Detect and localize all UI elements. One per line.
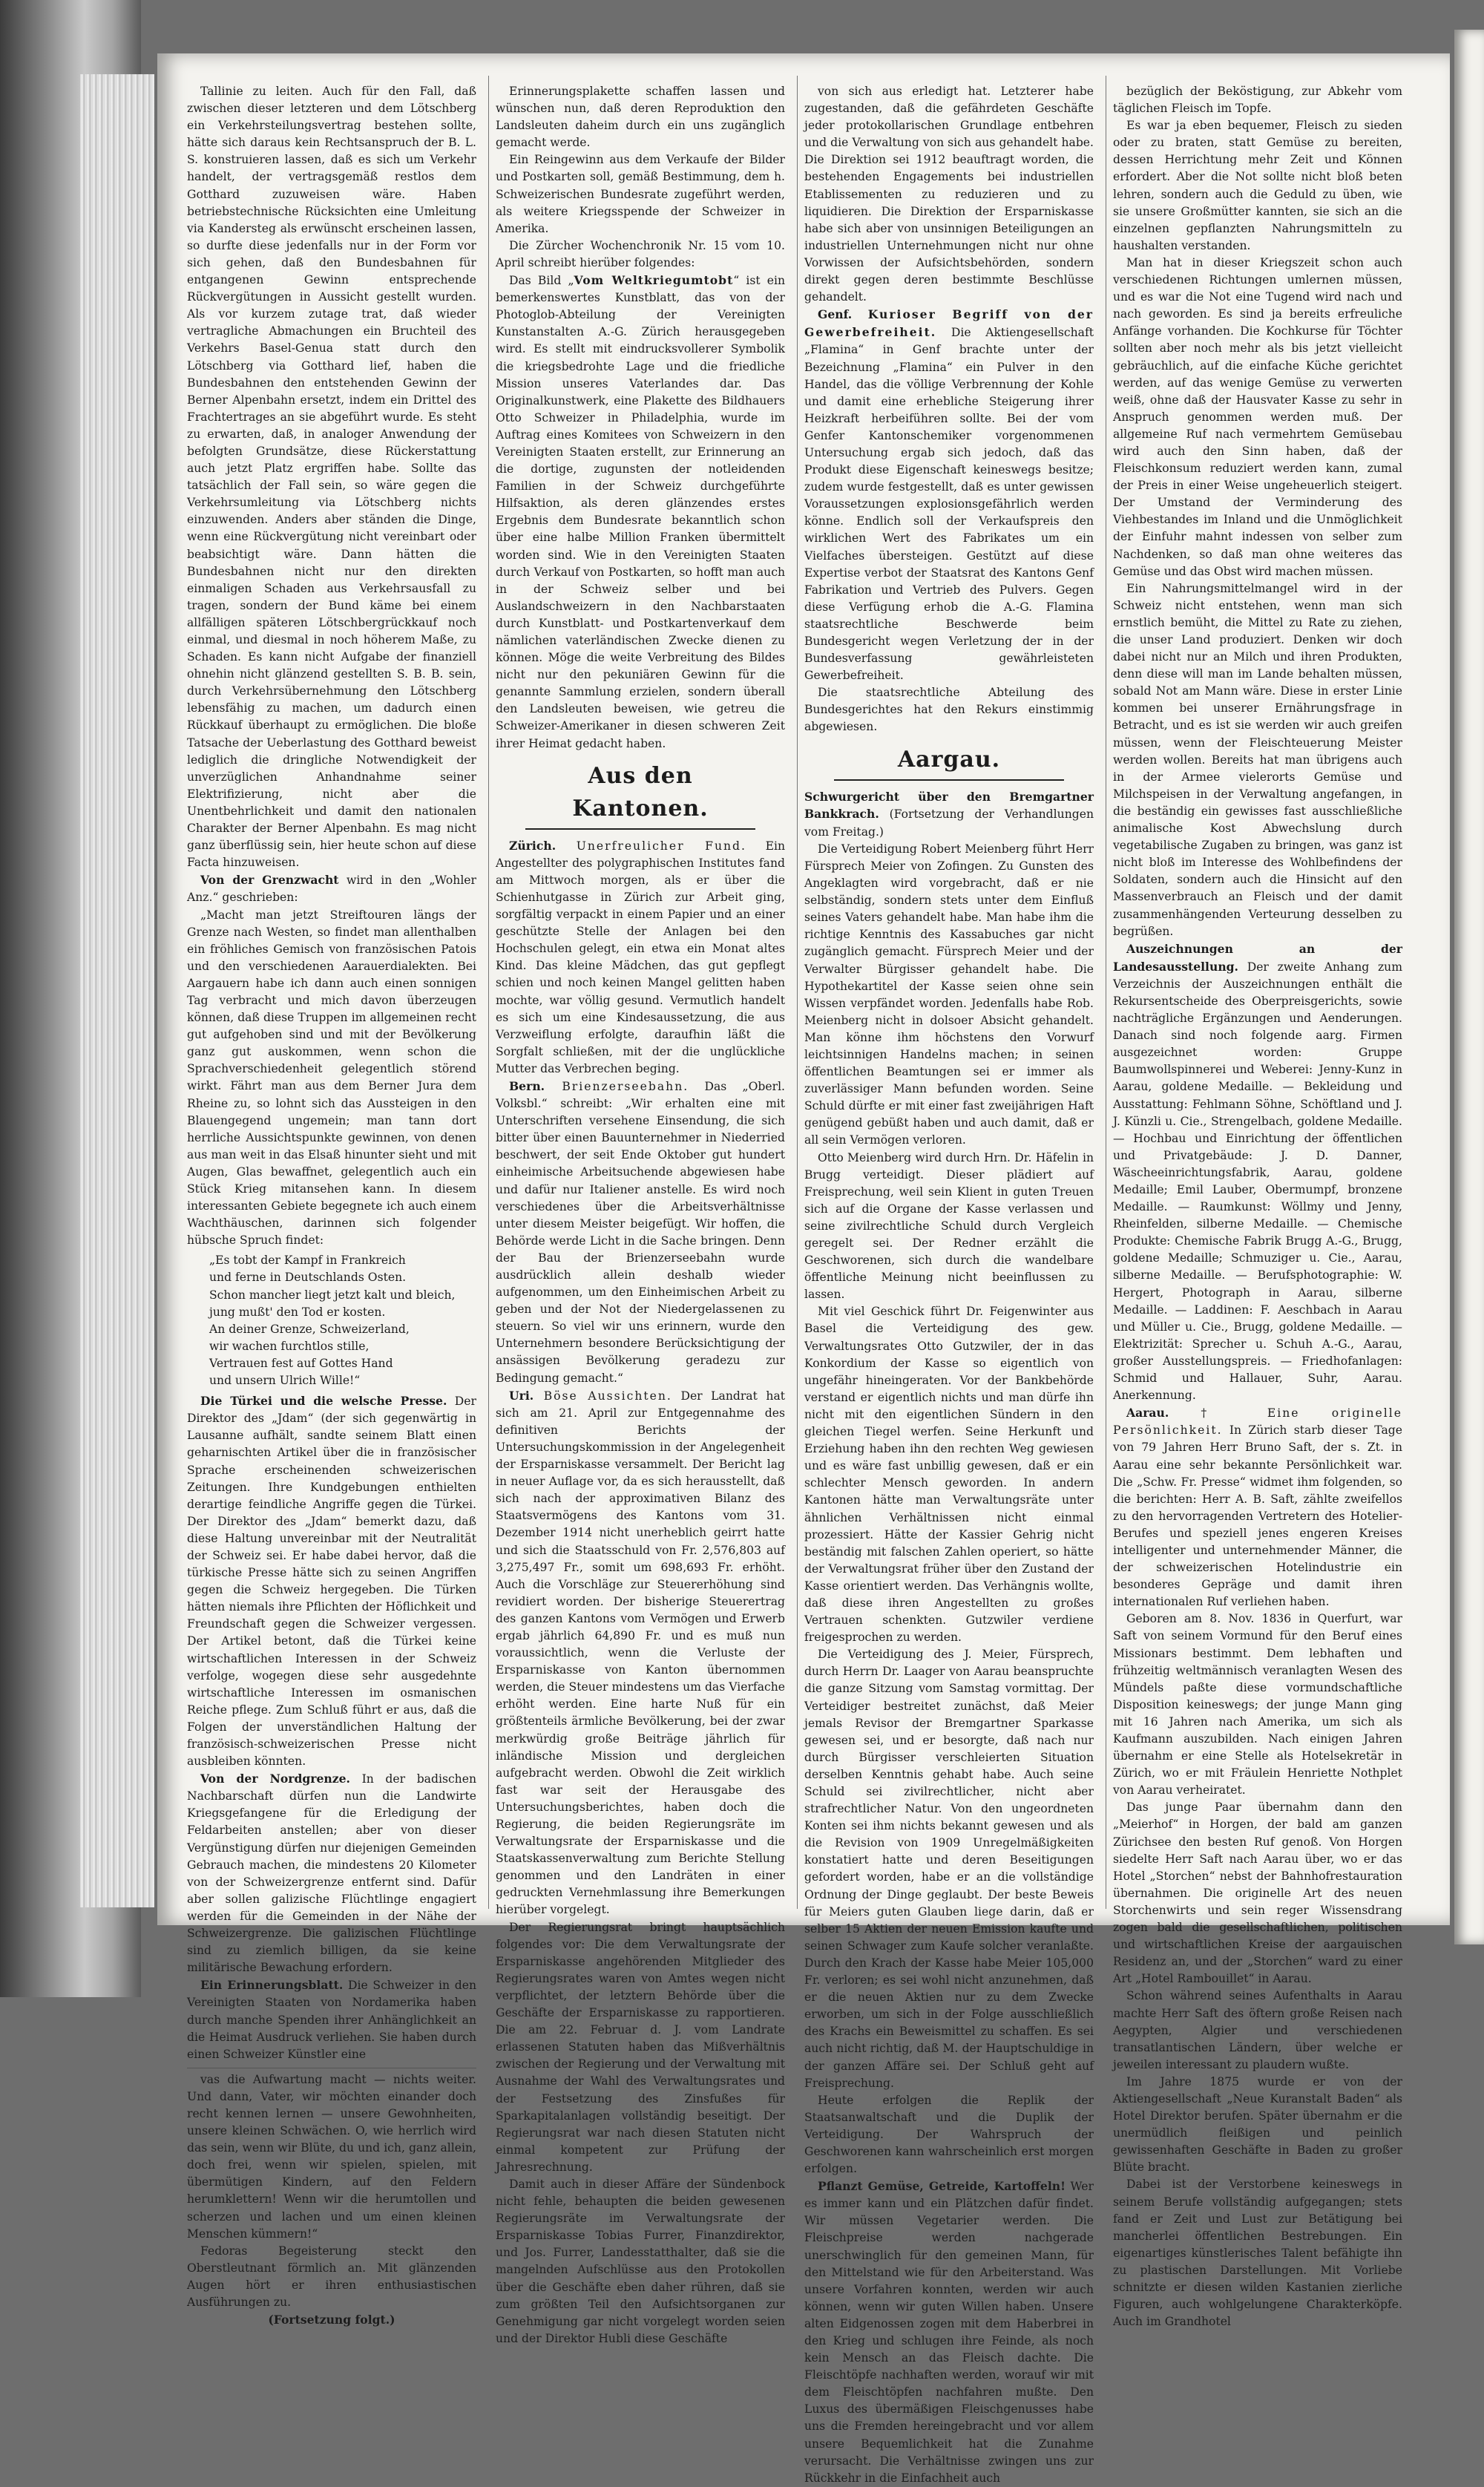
article-subheading — [804, 788, 1094, 841]
article-text: Das junge Paar übernahm dann den „Meierhof“ in Horgen, der bald am ganzen Zürichsee den besten Ruf genoß. Von Horgen siedelte Herr Saft nach Aarau über, wo er das Hotel „Storchen“ nebst der Bahnhofrestauration übernahmen. Die originelle Art des neuen Storchenwirts und sein reger Wissensdrang zogen bald die gesellschaftlichen, politischen und wirtschaftlichen Kreise der aargauischen Residenz an, und der „Storchen“ ward zu einer Art „Hotel Rambouillet“ in Aarau. — [1113, 1800, 1402, 1986]
article-text: Wer es immer kann und ein Plätzchen dafür findet. Wir müssen Vegetarier werden. Die Fleischpreise werden nachgerade unerschwinglich für den gemeinen Mann, für den Mittelstand wie für den Arbeiterstand. Was unsere Vorfahren konnten, werden wir auch können, wenn wir guten Willen haben. Unsere alten Eidgenossen zogen mit dem Haberbrei in den Krieg und schlugen ihre Feinde, als noch kein Mensch an das Fleisch dachte. Die Fleischtöpfe nachhaften werden, worauf wir mit dem Fleischtöpfen nachfahren mußte. Den Luxus des übermäßigen Fleischgenusses habe uns die Fremden hereingebracht und vor allem unsere Bequemlichkeit hat die Zunahme verursacht. Die Verhältnisse zwingen uns zur Rückkehr in die Einfachheit auch — [804, 2180, 1094, 2485]
article-text: Erinnerungsplakette schaffen lassen und wünschen nun, daß deren Reproduktion den Landsleuten daheim durch ein uns zugänglich gemacht werde. — [496, 85, 785, 150]
subheading-note: (Fortsetzung der Verhandlungen vom Freitag.) — [804, 807, 1094, 839]
article-paragraph — [187, 1392, 476, 1770]
article-text: Die staatsrechtliche Abteilung des Bundesgerichtes hat den Rekurs einstimmig abgewiesen. — [804, 686, 1094, 734]
verse-line: und ferne in Deutschlands Osten. — [209, 1271, 407, 1285]
article-text: Im Jahre 1875 wurde er von der Aktiengesellschaft „Neue Kuranstalt Baden“ als Hotel Direktor berufen. Später übernahm er die unermüdlich fleißigen und peinlich gewissenhaften Geschäfte in Baden zu großer Blüte bracht. — [1113, 2074, 1402, 2175]
article-paragraph — [187, 1770, 476, 1976]
column-2 — [496, 83, 786, 2345]
headline-grenzwacht: Von der Grenzwacht — [200, 873, 339, 888]
subheading-fund: Unerfreulicher Fund. — [556, 839, 746, 853]
section-heading-aargau: Aargau. — [834, 744, 1064, 781]
article-text: Tallinie zu leiten. Auch für den Fall, daß zwischen dieser letzteren und dem Lötschberg ein Verkehrsteilungsvertrag bestehen sollte, hätte sich daraus kein Rechtsanspruch der B. L. S. konstruieren lassen, daß es sich um Verkehr handelt, der vertragsgemäß restlos dem Gotthard zuzuweisen wäre. Haben betriebstechnische Rücksichten eine Umleitung via Kandersteg als erwünscht erscheinen lassen, so durfte diese jedenfalls nur in der Form vor sich gehen, daß den Bundesbahnen für entgangenen Gewinn entsprechende Rückvergütungen in Aussicht gestellt wurden. Als vor kurzem zutage trat, daß wieder vertragliche Abmachungen ein Bruchteil des Verkehrs Basel-Genua statt durch den Lötschberg via Gotthard lief, haben die Bundesbahnen den entstehenden Gewinn der Berner Alpenbahn ersetzt, indem ein Drittel des Frachtertrages an sie abgeführt wurde. Es steht zu erwarten, daß, in analoger Anwendung der befolgten Grundsätze, diese Rückerstattung auch jetzt Platz ergriffen habe. Sollte das tatsächlich der Fall sein, so wäre gegen die Verkehrsumleitung via Lötschberg nichts einzuwenden. Anders aber ständen die Dinge, wenn eine Rückvergütung nicht vereinbart oder beabsichtigt wäre. Dann hätten die Bundesbahnen nicht nur den direkten einmaligen Schaden aus Verkehrsausfall zu tragen, sondern der Bund käme bei einem allfälligen späteren Lötschbergrückkauf noch einmal, und diesmal in noch höherem Maße, zu Schaden. Es kann nicht Aufgabe der finanziell ohnehin nicht glänzend gestellten S. B. B. sein, durch Verkehrsübernehmung den Lötschberg lebensfähig zu machen, um dadurch einen Rückkauf überhaupt zu ermöglichen. Die bloße Tatsache der Ueberlastung des Gotthard beweist lediglich die dringliche Notwendigkeit der unverzüglichen Anhandnahme seiner Elektrifizierung, nicht aber die Unentbehrlichkeit und damit den nationalen Charakter der Berner Alpenbahn. Es mag nicht ganz überflüssig sein, hier heute schon auf diese Facta hinzuweisen. — [187, 85, 476, 870]
column-1 — [187, 83, 476, 2327]
article-text: In Zürich starb dieser Tage von 79 Jahren Herr Bruno Saft, der s. Zt. in Aarau eine sehr bekannte Persönlichkeit war. Die „Schw. Fr. Presse“ widmet ihm folgenden, so die berichten: Herr A. B. Saft, zählte zweifellos zu den hervorragenden Vertretern des Hotelier-Berufes und speziell jenes engeren Kreises intelligenter und unternehmender Männer, die der schweizerischen Hotelindustrie ein besonderes Gepräge und damit ihren internationalen Ruf verliehen haben. — [1113, 1423, 1402, 1609]
verse-block — [209, 1252, 476, 1389]
article-text: Die Aktiengesellschaft „Flamina“ in Genf brachte unter der Bezeichnung „Flamina“ ein Pulver in den Handel, das die völlige Verbrennung der Kohle und damit eine erhebliche Steigerung ihrer Heizkraft herbeiführen sollte. Bei der vom Genfer Kantonschemiker vorgenommenen Untersuchung ergab sich jedoch, daß das Produkt diese Eigenschaft keineswegs besitze; zudem wurde festgestellt, daß es unter gewissen Voraussetzungen explosionsgefährlich werden könne. Endlich soll der Verkaufspreis den wirklichen Wert des Fabrikates um ein Vielfaches übersteigen. Gestützt auf diese Expertise verbot der Staatsrat des Kantons Genf Fabrikation und Vertrieb des Pulvers. Gegen diese Verfügung erhob die A.-G. Flamina staatsrechtliche Beschwerde beim Bundesgericht wegen Verletzung der in der Bundesverfassung gewährleisteten Gewerbefreiheit. — [804, 326, 1094, 683]
dateline-zuerich: Zürich. — [509, 838, 556, 853]
column-rule — [488, 76, 489, 1909]
artwork-title: Vom Weltkriegumtobt — [574, 273, 734, 288]
feuilleton-text: Fedoras Begeisterung steckt den Oberstleutnant förmlich an. Mit glänzenden Augen hört er ihren enthusiastischen Ausführungen zu. — [187, 2244, 476, 2309]
facing-page-edge — [1454, 30, 1484, 1944]
subheading-aussichten: Böse Aussichten. — [533, 1389, 672, 1403]
article-text: Der Regierungsrat bringt hauptsächlich folgendes vor: Die dem Verwaltungsrate der Ersparniskasse angehörenden Mitglieder des Regierungsrates waren von Amtes wegen nicht verpflichtet, der letztern Behörde über die Geschäfte der Ersparniskasse zu rapportieren. Die am 22. Februar d. J. vom Landrate erlassenen Statuten haben das Mißverhältnis zwischen der Regierung und der Verwaltung mit Ausnahme der Wahl des Verwaltungsrates und der Festsetzung des Zinsfußes für Sparkapitalanlagen vollständig beseitigt. Der Regierungsrat war nach diesen Statuten nicht einmal kompetent zur Prüfung der Jahresrechnung. — [496, 1920, 785, 2174]
article-text: Geboren am 8. Nov. 1836 in Querfurt, war Saft von seinem Vormund für den Beruf eines Missionars bestimmt. Dem lebhaften und frühzeitig weltmännisch veranlagten Wesen des Mündels paßte diese vormundschaftliche Disposition keineswegs; der junge Mann ging mit 16 Jahren nach Amerika, um sich als Kaufmann auszubilden. Nach einigen Jahren übernahm er eine Stelle als Hotelsekretär in Zürich, wo er mit Fräulein Henriette Nothplet von Aarau verheiratet. — [1113, 1612, 1402, 1798]
article-text: Der zweite Anhang zum Verzeichnis der Auszeichnungen enthält die Rekursentscheide des Oberpreisgerichts, sowie nachträgliche Ergänzungen und Aenderungen. Danach sind noch folgende aarg. Firmen ausgezeichnet worden: Gruppe Baumwollspinnerei und Weberei: Jenny-Kunz in Aarau, goldene Medaille. — Bekleidung und Ausstattung: Fehlmann Söhne, Schöftland und J. J. Künzli u. Cie., Strengelbach, goldene Medaille. — Hochbau und Einrichtung der öffentlichen und Privatgebäude: J. D. Danner, Wäscheeinrichtungsfabrik, Aarau, goldene Medaille; Emil Lauber, Obermumpf, bronzene Medaille. — Raumkunst: Wöllmy und Jenny, Rheinfelden, silberne Medaille. — Chemische Produkte: Chemische Fabrik Brugg A.-G., Brugg, goldene Medaille; Schmuziger u. Cie., Aarau, silberne Medaille. — Berufsphotographie: W. Hergert, Photograph in Aarau, silberne Medaille. — Laddinen: F. Aeschbach in Aarau und Müller u. Cie., Brugg, goldene Medaille. — Elektrizität: Sprecher u. Schuh A.-G., Aarau, großer Ausstellungspreis. — Friedhofanlagen: Schmid und Hallauer, Suhr, Aarau. Anerkennung. — [1113, 960, 1402, 1403]
feuilleton-text: vas die Aufwartung macht — nichts weiter. Und dann, Vater, wir möchten einander doch recht kennen lernen — unsere Gewohnheiten, unsere kleinen Schwächen. O, wie herrlich wird das sein, wenn wir Blüte, du und ich, ganz allein, doch frei, wenn wir spielen, spielen, mit übermütigen Kindern, auf den Feldern herumklettern! Wenn wir die herumtollen und scherzen und lachen und um einen kleinen Menschen kümmern!“ — [187, 2072, 476, 2241]
subheading-persoenlichkeit: † Eine originelle Persönlichkeit. — [1113, 1406, 1402, 1438]
article-text: Otto Meienberg wird durch Hrn. Dr. Häfelin in Brugg verteidigt. Dieser plädiert auf Freisprechung, weil sein Klient in guten Treuen sich auf die Organe der Kasse verlassen und seine zivilrechtliche Schuld durch Vergleich geregelt sei. Der Redner erzählt die Geschworenen, sich durch die wandelbare öffentliche Meinung nicht beeinflussen zu lassen. — [804, 1150, 1094, 1302]
verse-line: An deiner Grenze, Schweizerland, — [209, 1322, 410, 1336]
continuation-note: (Fortsetzung folgt.) — [268, 2313, 395, 2327]
article-text: Mit viel Geschick führt Dr. Feigenwinter aus Basel die Verteidigung des gew. Verwaltungsrates Otto Gutzwiler, der in das Konkordium der Kasse so eigentlich von ungefähr hineingeraten. Vor der Bankbehörde verstand er eigentlich nichts und man dürfe ihn nicht mit den eigentlichen Sündern in den gleichen Tiegel werfen. Seine Herkunft und Erziehung haben ihn den rechten Weg gewiesen und es wäre fast unbillig gewesen, daß er ein schlechter Mensch geworden. In andern Kantonen hätte man Verwaltungsräte unter ähnlichen Verhältnissen nicht einmal prozessiert. Hätte der Kassier Gehrig nicht beständig mit falschen Zahlen operiert, so hätte der Verwaltungsrat früher über den Zustand der Kasse orientiert werden. Das Verhängnis wollte, daß diese ihren Angestellten zu großes Vertrauen schenkten. Gutzwiler verdiene freigesprochen zu werden. — [804, 1305, 1094, 1645]
column-rule — [797, 76, 798, 1909]
article-paragraph — [804, 2178, 1094, 2487]
dateline-bern: Bern. — [509, 1078, 545, 1093]
headline-auszeichnungen: Auszeichnungen an der Landesausstellung. — [1113, 941, 1402, 974]
article-text: Die Zürcher Wochenchronik Nr. 15 vom 10. April schreibt hierüber folgendes: — [496, 238, 785, 269]
article-paragraph — [1113, 1404, 1402, 1611]
article-text: Schon während seines Aufenthalts in Aarau machte Herr Saft des öftern große Reisen nach Aegypten, Algier und verschiedenen transatlantischen Ländern, über welche er jeweilen interessant zu plaudern wußte. — [1113, 1989, 1402, 2071]
headline-pflanzt: Pflanzt Gemüse, Getreide, Kartoffeln! — [818, 2179, 1066, 2194]
article-text: Das „Oberl. Volksbl.“ schreibt: „Wir erhalten eine mit Unterschriften versehene Einsendung, die sich bitter über einen Bauunternehmer in Niederried beschwert, der seit Ende Oktober gut hundert einheimische Arbeitsuchende abgewiesen habe und dafür nur Italiener anstelle. Es wird noch verschiedenes über die Arbeitsverhältnisse unter diesem Meister beigefügt. Wir hoffen, die Behörde werde Licht in die Sache bringen. Denn der Bau der Brienzerseebahn wurde ausdrücklich allein deshalb wieder aufgenommen, um den Einheimischen Arbeit zu geben und der Not der Niedergelassenen zu steuern. So viel wir uns erinnern, wurde den Unternehmern besondere Berücksichtigung der ansässigen Bevölkerung geradezu zur Bedingung gemacht.“ — [496, 1079, 786, 1385]
column-4 — [1113, 83, 1402, 2329]
intro-text: wird in den „Wohler Anz.“ geschrieben: — [187, 874, 476, 905]
article-paragraph — [496, 1387, 785, 1919]
article-paragraph — [187, 871, 476, 906]
headline-tuerkei: Die Türkei und die welsche Presse. — [200, 1394, 447, 1409]
verse-line: und unsern Ulrich Wille!“ — [209, 1374, 361, 1388]
article-paragraph — [496, 1078, 785, 1387]
section-heading-kantonen: Aus den Kantonen. — [525, 760, 755, 830]
subheading-gewerbefreiheit: Kurioser Begriff von der Gewerbefreiheit. — [804, 307, 1094, 340]
verse-line: Vertrauen fest auf Gottes Hand — [209, 1356, 393, 1370]
article-text: In der badischen Nachbarschaft dürfen nun die Landwirte Kriegsgefangene für die Erledigung der Feldarbeiten anstellen; aber von dieser Vergünstigung dürfen nur diejenigen Gemeinden Gebrauch machen, die mindestens 20 Kilometer von der Schweizergrenze entfernt sind. Dafür aber sollen galizische Flüchtlinge engagiert werden für die Gemeinden in der Nähe der Schweizergrenze. Die galizischen Flüchtlinge sind zu ziemlich billigen, da sie keine militärische Bewachung erfordern. — [187, 1772, 476, 1975]
subheading-brienzerseebahn: Brienzerseebahn. — [545, 1079, 689, 1093]
article-text: Damit auch in dieser Affäre der Sündenbock nicht fehle, behaupten die beiden gewesenen Regierungsräte im Verwaltungsrate der Ersparniskasse Tobias Furrer, Finanzdirektor, und Jos. Furrer, Landesstatthalter, daß sie die mangelnden Aufschlüsse aus den Protokollen über die Geschäfte eben daher rühren, daß sie zum größten Teil den Aufsichtsorganen zur Genehmigung gar nicht vorgelegt worden seien und der Direktor Hubli diese Geschäfte — [496, 2177, 785, 2345]
article-text: Ein Angestellter des polygraphischen Institutes fand am Mittwoch morgen, als er über die Schienhutgasse in Zürich zur Arbeit ging, sorgfältig verpackt in einem Papier und an einer geschützte Stelle der Anlagen bei den Hochschulen gelegt, ein etwa ein Monat altes Kind. Das kleine Mädchen, das gut gepflegt schien und noch keinen Mangel gelitten haben mochte, war völlig gesund. Vermutlich handelt es sich um eine Kindesaussetzung, die aus Verzweiflung erfolgte, daraufhin läßt die Sorgfalt schließen, mit der die unglückliche Mutter das Verbrechen beging. — [496, 839, 786, 1075]
article-text: Man hat in dieser Kriegszeit schon auch verschiedenen Richtungen umlernen müssen, und es war die Not eine Tugend wird nach und nach geworden. Es sind ja bereits erfreuliche Anfänge vorhanden. Die Kochkurse für Töchter sollten aber noch mehr als bis jetzt vielleicht gebräuchlich, auf die einfache Küche gerichtet werden, auf das wenige Gemüse zu verwerten weiß, ohne daß der Hausvater Kasse zu sehr in Anspruch genommen werden muß. Der allgemeine Ruf nach vermehrtem Gemüsebau wird auch den Sinn haben, daß der Fleischkonsum reduziert werden kann, zumal der Preis in einer Weise ungeheuerlich steigert. Der Umstand der Verminderung des Viehbestandes im Inland und die Unmöglichkeit der Einfuhr mahnt indessen von selber zum Nachdenken, so daß man ohne weiteres das Gemüse und das Obst wird machen müssen. — [1113, 255, 1402, 578]
headline-nordgrenze: Von der Nordgrenze. — [200, 1772, 350, 1786]
article-text: bezüglich der Beköstigung, zur Abkehr vom täglichen Fleisch im Topfe. — [1113, 85, 1402, 116]
dateline-genf: Genf. — [818, 307, 853, 322]
article-paragraph — [496, 837, 785, 1078]
article-text: Heute erfolgen die Replik der Staatsanwaltschaft und die Duplik der Verteidigung. Der Wahrspruch der Geschworenen kann wahrscheinlich erst morgen erfolgen. — [804, 2093, 1094, 2176]
verse-line: „Es tobt der Kampf in Frankreich — [209, 1254, 406, 1268]
article-text: Dabei ist der Verstorbene keineswegs in seinem Berufe vollständig aufgegangen; stets fand er Zeit und Lust zur Betätigung bei mancherlei öffentlichen Bestrebungen. Ein eigenartiges künstlerisches Talent befähigte ihn zu plastischen Darstellungen. Mit Vorliebe schnitzte er diesen wilden Kastanien zierliche Figuren, auch wohlgelungene Charakterköpfe. Auch im Grandhotel — [1113, 2178, 1402, 2329]
page-edges — [80, 74, 154, 1907]
headline-erinnerungsblatt: Ein Erinnerungsblatt. — [200, 1978, 344, 1993]
article-text: Der Landrat hat sich am 21. April zur Entgegennahme des definitiven Berichts der Untersuchungskommission in der Angelegenheit der Ersparniskasse versammelt. Der Bericht lag in neuer Auflage vor, da es sich herausstellt, daß sich nach der approximativen Bilanz des Staatsvermögens des Kantons vom 31. Dezember 1914 nicht unerheblich geirrt hatte und sich die Staatsschuld von Fr. 2,576,803 auf 3,275,497 Fr., somit um 698,693 Fr. erhöht. Auch die Vorschläge zur Steuererhöhung sind revidiert worden. Der bisherige Steuerertrag des ganzen Kantons vom Vermögen und Erwerb ergab jährlich 64,890 Fr. und es muß nun voraussichtlich, wenn die Verluste der Ersparniskasse von Kanton übernommen werden, die Steuer mindestens um das Vierfache erhöht werden. Eine harte Nuß für ein größtenteils ärmliche Bevölkerung, bei der zwar merkwürdig große Beiträge jährlich für inländische Mission und dergleichen aufgebracht werden. Obwohl die Zeit wirklich fast war seit der Herausgabe des Untersuchungsberichtes, haben doch die Regierung, die beiden Regierungsräte im Verwaltungsrate der Ersparniskasse und die Staatskassenverwaltung zum Berichte Stellung genommen und den Landräten in einer gedruckten Vernehmlassung ihre Bemerkungen hierüber vorgelegt. — [496, 1389, 786, 1917]
article-text: Der Direktor des „Jdam“ (der sich gegenwärtig in Lausanne aufhält, sandte seinem Blatt einen geharnischten Artikel über die in französischer Sprache erscheinenden schweizerischen Zeitungen. Ihre Kundgebungen enthielten derartige feindliche Angriffe gegen die Türkei. Der Direktor des „Jdam“ bemerkt dazu, daß diese Haltung unvereinbar mit der Neutralität der Schweiz sei. Er habe dabei hervor, daß die türkische Presse hätte sich zu seinen Angriffen gegen die Schweiz hergegeben. Die Türken hätten niemals ihre Pflichten der Höflichkeit und Freundschaft gegen die Schweizer vergessen. Der Artikel betont, daß die Türkei keine wirtschaftlichen Interessen in der Schweiz verfolge, wogegen diese sehr ausgedehnte wirtschaftliche Interessen im osmanischen Reiche pflege. Zum Schluß führt er aus, daß die Folgen der unverständlichen Haltung der französisch-schweizerischen Presse nicht ausbleiben könnten. — [187, 1395, 476, 1769]
article-text: Ein Reingewinn aus dem Verkaufe der Bilder und Postkarten soll, gemäß Bestimmung, dem h. Schweizerischen Bundesrate zugeführt werden, als weitere Kriegsspende der Schweizer in Amerika. — [496, 153, 785, 235]
article-text: Ein Nahrungsmittelmangel wird in der Schweiz nicht entstehen, wenn man sich ernstlich bemüht, die Mittel zu Rate zu ziehen, die unser Land produziert. Denken wir doch dabei nicht nur an Milch und ihren Produkten, denn diese will man im Lande behalten müssen, sobald Not am Mann wäre. Diese in erster Linie kommen bei unserer Ernährungsfrage in Betracht, und es ist sie werden wir auch greifen müssen, wenn der Fleischteuerung Meister werden wollen. Bereits hat man übrigens auch in der Armee vielerorts Gemüse und Milchspeisen in der Verwaltung angefangen, in die beständig ein gewisses fast ausschließliche animalische Kost Abwechslung durch vegetabilische Zugaben zu bringen, was ganz ist nicht bloß im Interesse des Wohlbefindens der Soldaten, sondern auch die Hinsicht auf den Massenverbrauch an Fleisch und der damit zusammenhängenden Verteurung desselben zu begrüßen. — [1113, 581, 1402, 938]
article-paragraph — [804, 306, 1094, 684]
dateline-aarau: Aarau. — [1126, 1406, 1169, 1421]
article-text: Die Verteidigung Robert Meienberg führt Herr Fürsprech Meier von Zofingen. Zu Gunsten des Angeklagten wird vorgebracht, daß er nie selbständig, sondern stets unter dem Einfluß seines Vaters gehandelt habe. Man habe ihm die richtige Kenntnis des Kassabuches gar nicht zugänglich gemacht. Fürsprech Meier und der Verwalter Bürgisser gehandelt habe. Die Hypothekartitel der Kasse seien ohne sein Wissen verpfändet worden. Jedenfalls habe Rob. Meienberg nicht in dolsoer Absicht gehandelt. Man könne ihm höchstens den Vorwurf leichtsinnigen Handelns machen; in seinen öffentlichen Beamtungen sei er immer als zuverlässiger Mann befunden worden. Seine Schuld dürfte er mit einer fast zweijährigen Haft genügend gebüßt haben und auch damit, daß er all sein Vermögen verloren. — [804, 842, 1094, 1147]
verse-line: jung mußt' den Tod er kosten. — [209, 1305, 386, 1319]
article-paragraph — [1113, 940, 1402, 1405]
article-paragraph — [496, 272, 785, 753]
article-text: “ ist ein bemerkenswertes Kunstblatt, das von der Photoglob-Abteilung der Vereinigten Kunstanstalten A.-G. Zürich herausgegeben wird. Es stellt mit eindrucksvollerer Symbolik die kriegsbedrohte Lage und die friedliche Mission unseres Vaterlandes dar. Das Originalkunstwerk, eine Plakette des Bildhauers Otto Schweizer in Philadelphia, wurde im Auftrag eines Komitees von Schweizern in den Vereinigten Staaten erstellt, zur Erinnerung an die dortige, zugunsten der notleidenden Familien in der Schweiz durchgeführte Hilfsaktion, als deren glänzendes erstes Ergebnis dem Bundesrate bekanntlich schon über eine halbe Million Franken übermittelt worden sind. Wie in den Vereinigten Staaten durch Verkauf von Postkarten, so hofft man auch in der Schweiz selber und bei Auslandschweizern in den Nachbarstaaten durch Kunstblatt- und Postkartenverkauf dem nämlichen vaterländischen Zwecke dienen zu können. Möge die weite Verbreitung des Bildes nicht nur den pekuniären Gewinn für die genannte Sammlung erzielen, sondern überall den Landsleuten beweisen, wie getreu die Schweizer-Amerikaner in diesen schweren Zeit ihrer Heimat gedacht haben. — [496, 274, 786, 750]
article-text: „Macht man jetzt Streiftouren längs der Grenze nach Westen, so findet man allenthalben ein fröhliches Gemisch von französischen Patois und den verschiedenen Aarauerdialekten. Bei Aargauern habe ich dann auch einen sonnigen Tag verbracht und mich davon überzeugen können, daß diese Truppen im allgemeinen recht gut aufgehoben sind und mit der Bevölkerung ganz gut auskommen, wenn schon die Sprachverschiedenheit gelegentlich störend wirkt. Fährt man aus dem Berner Jura dem Rheine zu, so lohnt sich das Aussteigen in den Blauengegend ungemein; man tann dort herrliche Aussichtspunkte gewinnen, von denen aus man weit in das Elsaß hinunter sieht und mit Augen, Glas bewaffnet, gelegentlich auch ein Stück Krieg mitansehen kann. In diesem interessanten Gebiete begegnete ich auch einem Wachthäuschen, darinnen sich folgender hübsche Spruch findet: — [187, 908, 476, 1248]
verse-line: Schon mancher liegt jetzt kalt und bleich, — [209, 1288, 456, 1302]
article-text: Die Schweizer in den Vereinigten Staaten von Nordamerika haben durch manche Spenden ihrer Anhänglichkeit an die Heimat Ausdruck verliehen. Sie haben durch einen Schweizer Künstler eine — [187, 1979, 476, 2061]
article-paragraph — [187, 1976, 476, 2062]
article-text: Die Verteidigung des J. Meier, Fürsprech, durch Herrn Dr. Laager von Aarau beanspruchte die ganze Sitzung vom Samstag vormittag. Der Verteidiger bestreitet zunächst, daß Meier jemals Revisor der Bremgartner Sparkasse gewesen sei, und er besorgte, daß nach nur durch Bürgisser verschleierten Situation derselben Kenntnis gehabt habe. Auch seine Schuld sei zivilrechtlicher, nicht aber strafrechtlicher Natur. Von den ungeordneten Konten sei ihm nichts bekannt gewesen und als die Revision von 1909 Unregelmäßigkeiten konstatiert hatte und deren Beseitigungen gefordert worden, habe er an die vollständige Ordnung der Dinge geglaubt. Der beste Beweis für Meiers guten Glauben liege darin, daß er selber 15 Aktien der neuen Emission kaufte und seinen Schwager zum Kaufe solcher veranlaßte. Durch den Krach der Kasse habe Meier 105,000 Fr. verloren; es sei wohl nicht anzunehmen, daß er die neuen Aktien nur zu dem Zwecke erworben, um sich in der Folge ausschließlich des Krachs ein Beweismittel zu schaffen. Es sei auch nicht richtig, daß M. der Hauptschuldige in der ganzen Affäre sei. Der Schluß geht auf Freisprechung. — [804, 1648, 1094, 2090]
article-text: Es war ja eben bequemer, Fleisch zu sieden oder zu braten, statt Gemüse zu bereiten, dessen Herrichtung mehr Zeit und Können erfordert. Aber die Not sollte nicht bloß beten lehren, sondern auch die Geduld zu üben, wie sie unsere Großmütter kannten, sie sich an die einzelnen gepflanzten Nahrungsmitteln zu haushalten verstanden. — [1113, 119, 1402, 252]
article-text: von sich aus erledigt hat. Letzterer habe zugestanden, daß die gefährdeten Geschäfte jeder protokollarischen Grundlage entbehren und die Verwaltung von sich aus gehandelt habe. Die Direktion sei 1912 beauftragt worden, die bestehenden Engagements bei industriellen Etablissementen zu reduzieren und zu liquidieren. Die Direktion der Ersparniskasse habe sich aber von unsinnigen Beteiligungen an industriellen Unternehmungen nicht nur ohne Vorwissen der Aufsichtsbehörden, sondern direkt gegen deren bestimmte Beschlüsse gehandelt. — [804, 85, 1094, 304]
subheading-schwurgericht: Schwurgericht über den Bremgartner Bankkrach. — [804, 789, 1094, 821]
text-fragment: Das Bild „ — [509, 274, 574, 288]
column-3 — [804, 83, 1094, 2485]
newspaper-page — [157, 53, 1450, 2485]
dateline-uri: Uri. — [509, 1388, 534, 1403]
verse-line: wir wachen furchtlos stille, — [209, 1339, 370, 1353]
